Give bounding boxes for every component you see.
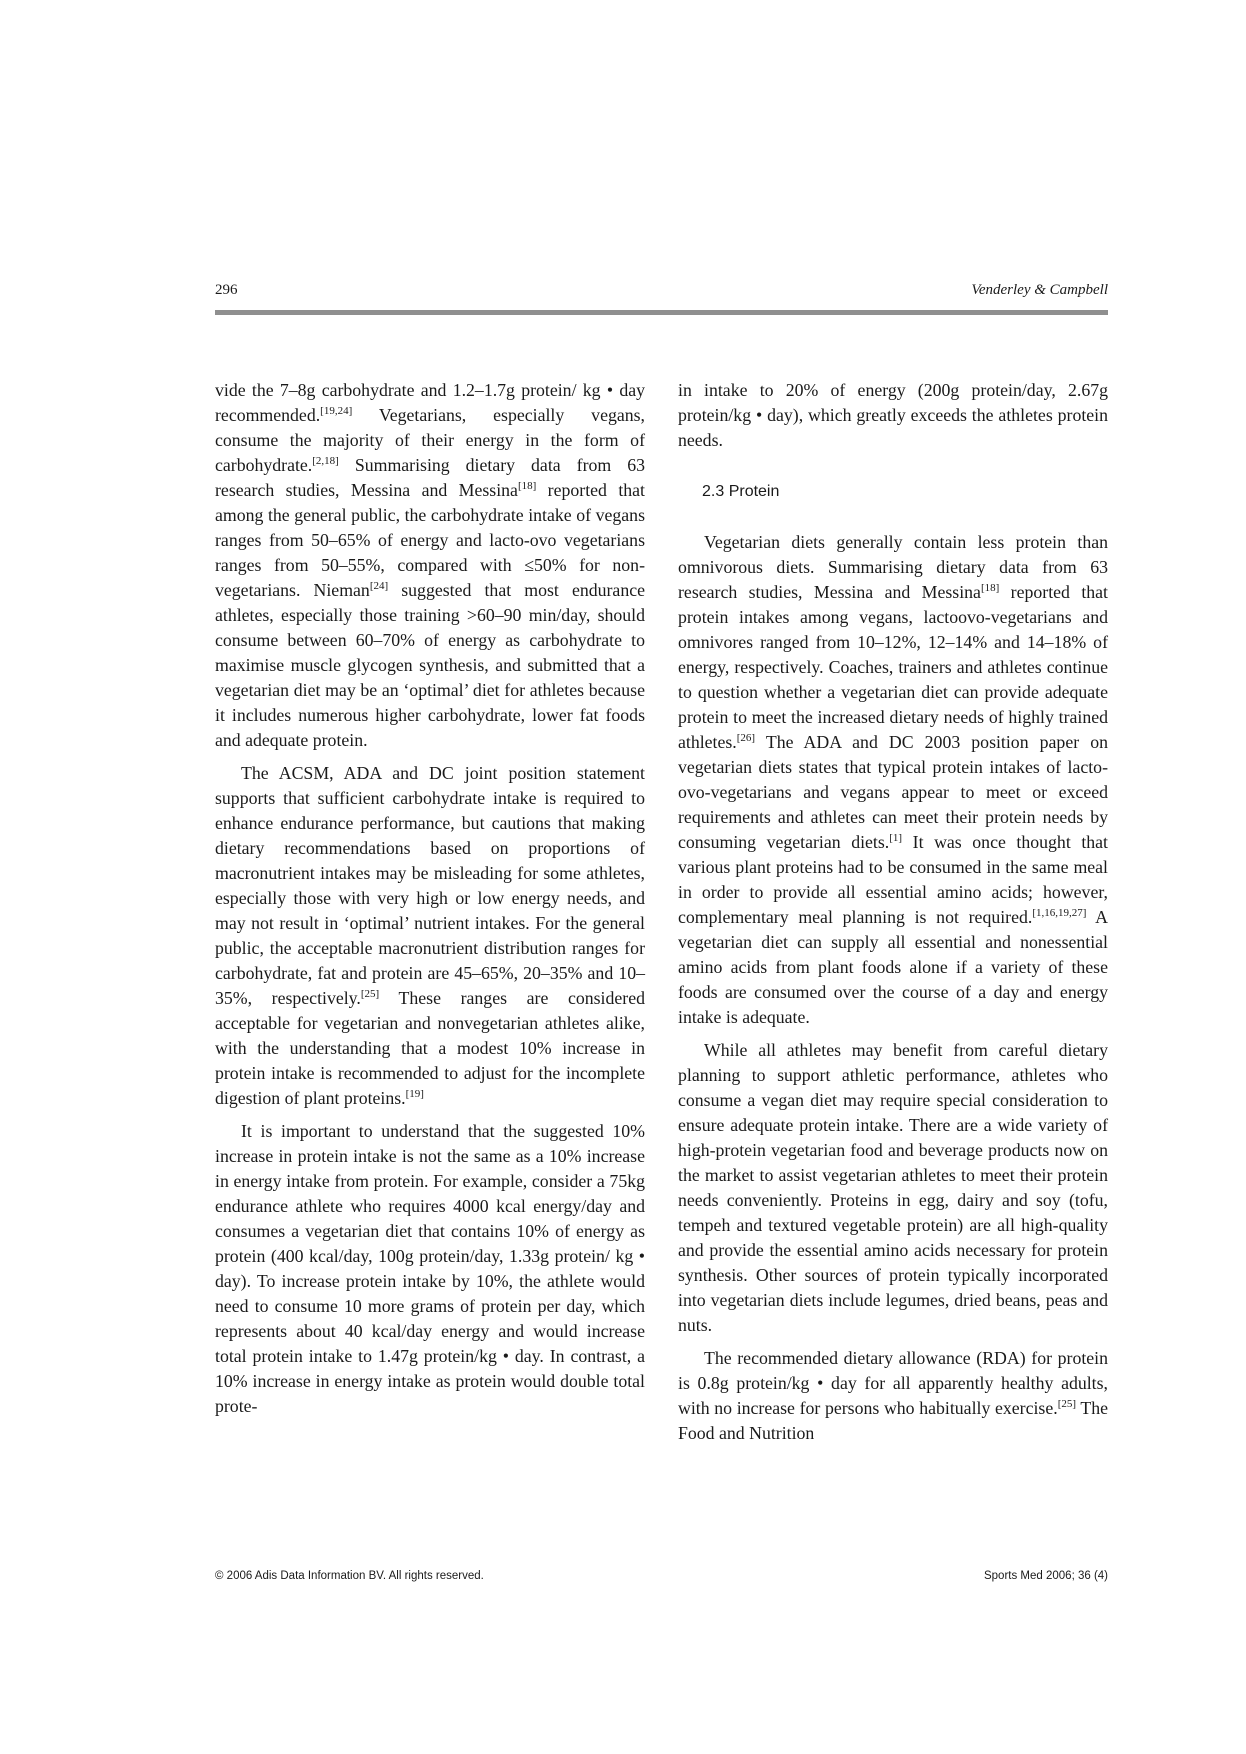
- page-number: 296: [215, 282, 238, 298]
- journal-citation: Sports Med 2006; 36 (4): [983, 1570, 1108, 1582]
- citation-ref: [24]: [369, 580, 389, 592]
- citation-ref: [19]: [405, 1088, 424, 1100]
- body-paragraph: While all athletes may benefit from careful dietary planning to support athletic performance, athletes who consume a vegan diet may require special consideration to ensure adequate protein intake. There are a wide variety of high-protein vegetarian food and beverage products now on the market to assist vegetarian athletes to meet their protein needs conveniently. Proteins in egg, dairy and soy (tofu, tempeh and textured vegetable protein) are all high-quality and provide the essential amino acids necessary for protein synthesis. Other sources of protein typically incorporated into vegetarian diets include legumes, dried beans, peas and nuts.: [678, 1040, 1108, 1335]
- body-paragraph: Vegetarian diets generally contain less protein than omnivorous diets. Summarising dietary data from 63 research studies, Messina and Messina[18] reported that protein intakes among vegans, lactoovo-vegetarians and omnivores ranged from 10–12%, 12–14% and 14–18% of energy, respectively. Coaches, trainers and athletes continue to question whether a vegetarian diet can provide adequate protein to meet the increased dietary needs of highly trained athletes.[26] The ADA and DC 2003 position paper on vegetarian diets states that typical protein intakes of lacto-ovo-vegetarians and vegans appear to meet or exceed requirements and athletes can meet their protein needs by consuming vegetarian diets.[1] It was once thought that various plant proteins had to be consumed in the same meal in order to provide all essential amino acids; however, complementary meal planning is not required.[1,16,19,27] A vegetarian diet can supply all essential and nonessential amino acids from plant foods alone if a variety of these foods are consumed over the course of a day and energy intake is adequate.: [678, 532, 1109, 1027]
- body-paragraph: vide the 7–8g carbohydrate and 1.2–1.7g protein/ kg • day recommended.[19,24] Vegetarians, especially vegans, consume the majority of their energy in the form of carbohydrate.[2,18] Summarising dietary data from 63 research studies, Messina and Messina[18] reported that among the general public, the carbohydrate intake of vegans ranges from 50–65% of energy and lacto-ovo vegetarians ranges from 50–55%, compared with ≤50% for non-vegetarians. Nieman[24] suggested that most endurance athletes, especially those training >60–90 min/day, should consume between 60–70% of energy as carbohydrate to maximise muscle glycogen synthesis, and submitted that a vegetarian diet may be an ‘optimal’ diet for athletes because it includes numerous higher carbohydrate, lower fat foods and adequate protein.: [215, 380, 646, 750]
- citation-ref: [25]: [360, 988, 380, 1000]
- citation-ref: [1]: [889, 832, 903, 844]
- citation-ref: [25]: [1057, 1398, 1077, 1410]
- page-header: [215, 282, 1108, 306]
- header-rule: [215, 310, 1108, 315]
- citation-ref: [19,24]: [320, 405, 353, 417]
- citation-ref: [26]: [736, 732, 756, 744]
- citation-ref: [1,16,19,27]: [1032, 907, 1087, 919]
- right-column: [678, 378, 1108, 1454]
- citation-ref: [18]: [517, 480, 537, 492]
- running-head: Venderley & Campbell: [971, 282, 1108, 298]
- body-paragraph: in intake to 20% of energy (200g protein/day, 2.67g protein/kg • day), which greatly exceeds the athletes protein needs.: [678, 380, 1108, 450]
- citation-ref: [18]: [980, 582, 1000, 594]
- body-paragraph: The ACSM, ADA and DC joint position statement supports that sufficient carbohydrate intake is required to enhance endurance performance, but cautions that making dietary recommendations based on proportions of macronutrient intakes may be misleading for some athletes, especially those with very high or low energy needs, and may not result in ‘optimal’ nutrient intakes. For the general public, the acceptable macronutrient distribution ranges for carbohydrate, fat and protein are 45–65%, 20–35% and 10–35%, respectively.[25] These ranges are considered acceptable for vegetarian and nonvegetarian athletes alike, with the understanding that a modest 10% increase in protein intake is recommended to adjust for the incomplete digestion of plant proteins.[19]: [215, 763, 645, 1108]
- citation-ref: [2,18]: [312, 455, 339, 467]
- section-heading: 2.3 Protein: [702, 483, 780, 500]
- body-paragraph: It is important to understand that the suggested 10% increase in protein intake is not the same as a 10% increase in energy intake from protein. For example, consider a 75kg endurance athlete who requires 4000 kcal energy/day and consumes a vegetarian diet that contains 10% of energy as protein (400 kcal/day, 100g protein/day, 1.33g protein/ kg • day). To increase protein intake by 10%, the athlete would need to consume 10 more grams of protein per day, which represents about 40 kcal/day energy and would increase total protein intake to 1.47g protein/kg • day. In contrast, a 10% increase in energy intake as protein would double total prote-: [215, 1121, 645, 1416]
- left-column: [215, 378, 645, 1427]
- copyright-notice: © 2006 Adis Data Information BV. All rights reserved.: [215, 1570, 484, 1582]
- body-paragraph: The recommended dietary allowance (RDA) for protein is 0.8g protein/kg • day for all apparently healthy adults, with no increase for persons who habitually exercise.[25] The Food and Nutrition: [678, 1348, 1108, 1443]
